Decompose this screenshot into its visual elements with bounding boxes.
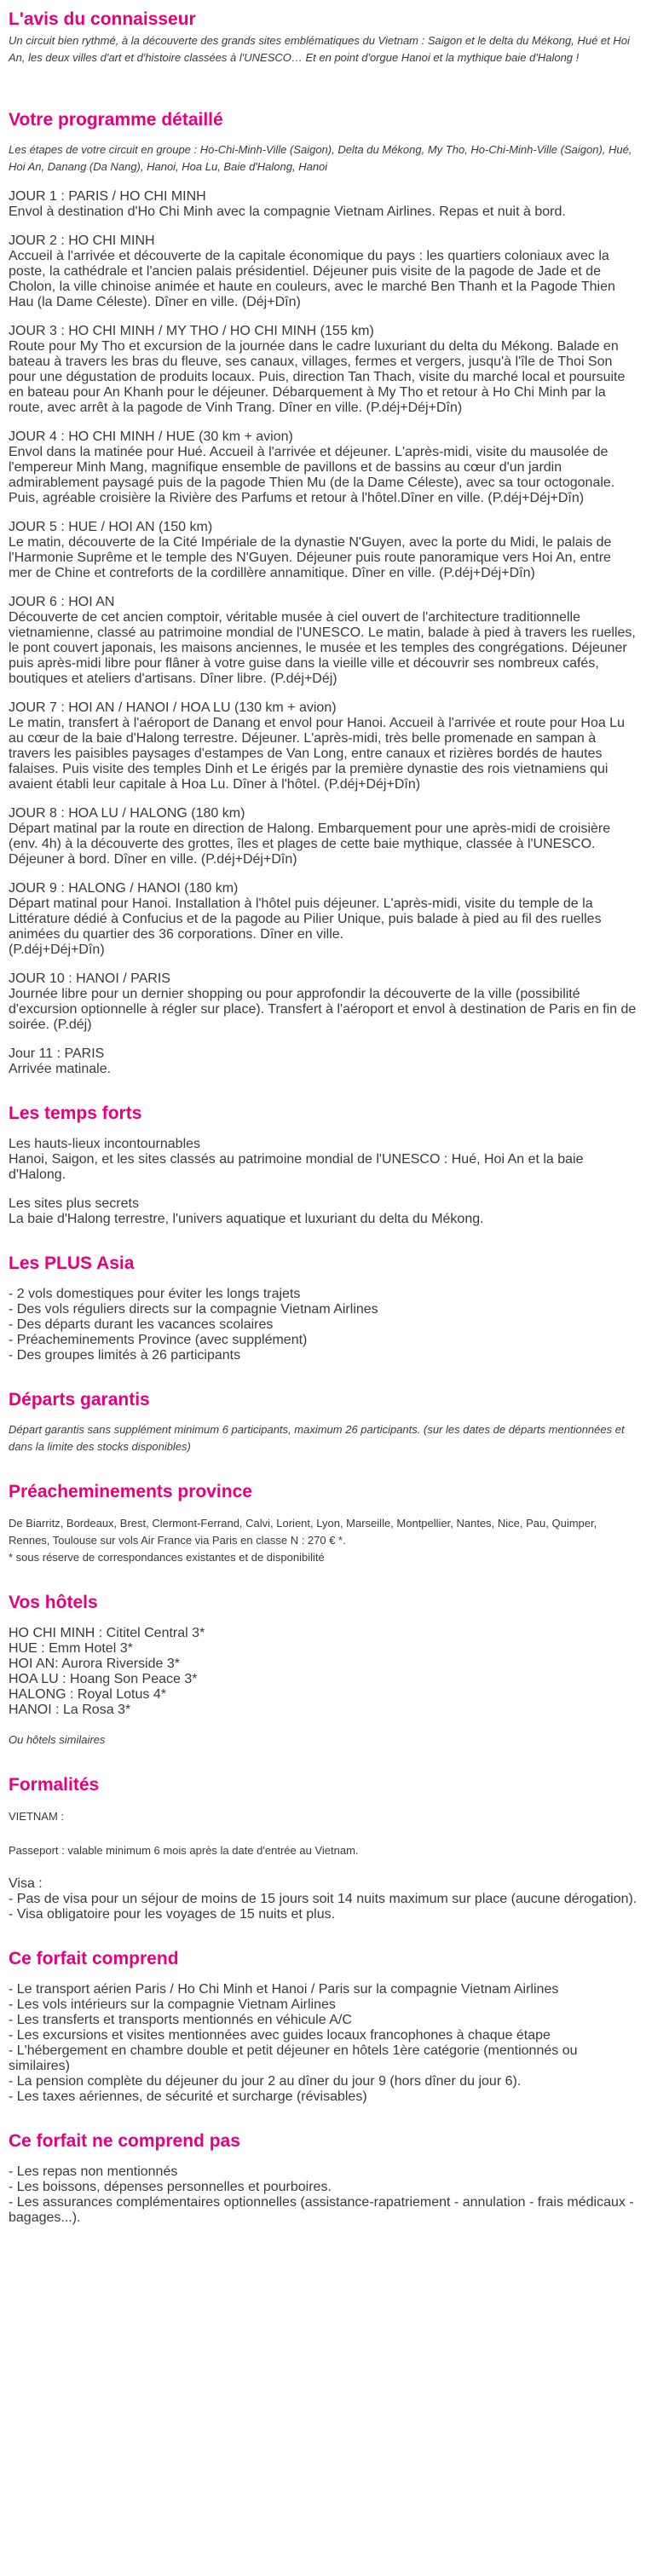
list-item: - L'hébergement en chambre double et petit déjeuner en hôtels 1ère catégorie (mentionnés ou similaires) [9, 2043, 578, 2073]
preach-body [9, 1515, 637, 1566]
noncomprend-list [9, 2164, 637, 2226]
day-3 [9, 324, 637, 416]
day-text: Envol dans la matinée pour Hué. Accueil à l'arrivée et déjeuner. L'après-midi, visite du mausolée de l'empereur Minh Mang, magnifique ensemble de pavillons et de bassins au cœur d'un jardin admirablement paysagé puis de la pagode Thien Mu (de la Dame Céleste), avec sa tour octogonale. Puis, agréable croisière la Rivière des Parfums et retour à l'hôtel.Dîner en ville. (P.déj+Déj+Dîn) [9, 445, 615, 505]
list-item: - Les taxes aériennes, de sécurité et surcharge (révisables) [9, 2089, 367, 2104]
visa-heading: Visa : [9, 1876, 43, 1891]
hotel-item: HANOI : La Rosa 3* [9, 1703, 131, 1717]
plus-list [9, 1287, 637, 1363]
day-9 [9, 881, 637, 958]
preach-title: Préacheminements province [9, 1482, 252, 1501]
temps-group-2 [9, 1196, 637, 1227]
avis-text: Un circuit bien rythmé, à la découverte des grands sites emblématiques du Vietnam : Saigon et le delta du Mékong, Hué et Hoi An, les deux villes d'art et d'histoire classées à l'UNESCO… Et en point d'orgue Hanoi et la mythique baie d'Halong ! [9, 34, 630, 64]
list-item: - Les repas non mentionnés [9, 2164, 178, 2179]
day-text: Le matin, découverte de la Cité Impériale de la dynastie N'Guyen, avec la porte du Midi, le palais de l'Harmonie Suprême et le temple des N'Guyen. Déjeuner puis route panoramique vers Hoi An, entre mer de Chine et contreforts de la cordillère annamitique. Dîner en ville. (P.déj+Déj+Dîn) [9, 535, 612, 580]
day-8 [9, 806, 637, 867]
formalites-visa [9, 1876, 637, 1922]
day-heading: JOUR 1 : PARIS / HO CHI MINH [9, 189, 206, 204]
day-1 [9, 189, 637, 220]
programme-intro: Les étapes de votre circuit en groupe : Ho-Chi-Minh-Ville (Saigon), Delta du Mékong, My Tho, Ho-Chi-Minh-Ville (Saigon), Hué, Hoi An, Danang (Da Nang), Hanoi, Hoa Lu, Baie d'Halong, Hanoi [9, 143, 632, 173]
list-item: - 2 vols domestiques pour éviter les longs trajets [9, 1287, 301, 1301]
preach-text: De Biarritz, Bordeaux, Brest, Clermont-Ferrand, Calvi, Lorient, Lyon, Marseille, Montpellier, Nantes, Nice, Pau, Quimper, Rennes, Toulouse sur vols Air France via Paris en classe N : 270 € *. [9, 1517, 597, 1547]
day-text: Le matin, transfert à l'aéroport de Danang et envol pour Hanoi. Accueil à l'arrivée et route pour Hoa Lu au cœur de la baie d'Halong terrestre. Déjeuner. L'après-midi, très belle promenade en sampan à travers les paisibles paysages d'estampes de Van Long, entre canaux et rizières bordés de hautes falaises. Puis visite des temples Dinh et Le érigés par la première dynastie des rois vietnamiens qui avaient établi leur capitale à Hoa Lu. Dîner à l'hôtel. (P.déj+Déj+Dîn) [9, 716, 625, 792]
day-heading: JOUR 6 : HOI AN [9, 595, 115, 609]
formalites-country: VIETNAM : [9, 1810, 65, 1823]
hotels-list [9, 1626, 637, 1718]
day-text: Départ matinal par la route en direction de Halong. Embarquement pour une après-midi de croisière (env. 4h) à la découverte des grottes, îles et plages de cette baie mythique, classée à l'UNESCO. Déjeuner à bord. Dîner en ville. (P.déj+Déj+Dîn) [9, 821, 611, 867]
temps-section [9, 1103, 637, 1227]
hotel-item: HALONG : Royal Lotus 4* [9, 1687, 166, 1702]
programme-title: Votre programme détaillé [9, 110, 223, 130]
visa-item: - Visa obligatoire pour les voyages de 15 nuits et plus. [9, 1907, 336, 1922]
departs-section [9, 1389, 637, 1455]
list-item: - Les assurances complémentaires optionnelles (assistance-rapatriement - annulation - frais médicaux - bagages...). [9, 2195, 634, 2225]
plus-section [9, 1253, 637, 1363]
day-heading: JOUR 4 : HO CHI MINH / HUE (30 km + avion) [9, 429, 293, 444]
avis-title: L'avis du connaisseur [9, 9, 196, 29]
day-heading: Jour 11 : PARIS [9, 1046, 105, 1061]
day-heading: JOUR 2 : HO CHI MINH [9, 233, 155, 248]
day-heading: JOUR 8 : HOA LU / HALONG (180 km) [9, 806, 245, 821]
list-item: - Des départs durant les vacances scolaires [9, 1317, 274, 1332]
day-4 [9, 429, 637, 506]
hotel-item: HUE : Emm Hotel 3* [9, 1641, 133, 1656]
day-heading: JOUR 5 : HUE / HOI AN (150 km) [9, 520, 213, 534]
day-heading: JOUR 3 : HO CHI MINH / MY THO / HO CHI MINH (155 km) [9, 324, 374, 338]
preach-note: * sous réserve de correspondances existantes et de disponibilité [9, 1551, 325, 1564]
hotels-section [9, 1592, 637, 1749]
hotels-title: Vos hôtels [9, 1593, 98, 1612]
comprend-section [9, 1948, 637, 2105]
list-item: - Le transport aérien Paris / Ho Chi Minh et Hanoi / Paris sur la compagnie Vietnam Airlines [9, 1982, 559, 1997]
departs-title: Départs garantis [9, 1390, 150, 1409]
day-meals: (P.déj+Déj+Dîn) [9, 942, 105, 957]
day-heading: JOUR 9 : HALONG / HANOI (180 km) [9, 881, 239, 896]
day-heading: JOUR 10 : HANOI / PARIS [9, 971, 170, 986]
preach-section [9, 1481, 637, 1566]
day-text: Départ matinal pour Hanoi. Installation à l'hôtel puis déjeuner. L'après-midi, visite du temple de la Littérature dédié à Confucius et de la pagode au Pilier Unique, puis balade à pied au fil des ruelles animées du quartier des 36 corporations. Dîner en ville. [9, 896, 602, 942]
list-item: - Des vols réguliers directs sur la compagnie Vietnam Airlines [9, 1302, 378, 1317]
list-item: - La pension complète du déjeuner du jour 2 au dîner du jour 9 (hors dîner du jour 6). [9, 2074, 522, 2089]
day-text: Journée libre pour un dernier shopping ou pour approfondir la découverte de la ville (possibilité d'excursion optionnelle à régler sur place). Transfert à l'aéroport et envol à destination de Paris en fin de soirée. (P.déj) [9, 987, 637, 1032]
day-text: Envol à destination d'Ho Chi Minh avec la compagnie Vietnam Airlines. Repas et nuit à bord. [9, 205, 566, 219]
formalites-title: Formalités [9, 1775, 100, 1795]
temps-text: Hanoi, Saigon, et les sites classés au patrimoine mondial de l'UNESCO : Hué, Hoi An et la baie d'Halong. [9, 1152, 584, 1182]
temps-group-1 [9, 1137, 637, 1183]
temps-heading: Les hauts-lieux incontournables [9, 1137, 201, 1151]
hotels-footer: Ou hôtels similaires [9, 1733, 106, 1746]
formalites-passport: Passeport : valable minimum 6 mois après la date d'entrée au Vietnam. [9, 1844, 359, 1857]
list-item: - Préacheminements Province (avec supplément) [9, 1333, 308, 1347]
visa-item: - Pas de visa pour un séjour de moins de 15 jours soit 14 nuits maximum sur place (aucune dérogation). [9, 1892, 637, 1906]
day-6 [9, 595, 637, 687]
day-text: Arrivée matinale. [9, 1062, 112, 1076]
day-11 [9, 1046, 637, 1077]
hotel-item: HOA LU : Hoang Son Peace 3* [9, 1672, 198, 1686]
departs-text: Départ garantis sans supplément minimum 6 participants, maximum 26 participants. (sur les dates de départs mentionnées et dans la limite des stocks disponibles) [9, 1423, 625, 1453]
list-item: - Les vols intérieurs sur la compagnie Vietnam Airlines [9, 1997, 336, 2012]
list-item: - Les boissons, dépenses personnelles et pourboires. [9, 2180, 332, 2194]
day-10 [9, 971, 637, 1033]
day-2 [9, 233, 637, 310]
day-5 [9, 520, 637, 581]
plus-title: Les PLUS Asia [9, 1253, 135, 1273]
temps-text: La baie d'Halong terrestre, l'univers aquatique et luxuriant du delta du Mékong. [9, 1212, 484, 1226]
list-item: - Des groupes limités à 26 participants [9, 1348, 241, 1363]
temps-heading: Les sites plus secrets [9, 1196, 139, 1211]
programme-section [9, 109, 637, 1077]
hotel-item: HO CHI MINH : Cititel Central 3* [9, 1626, 205, 1640]
hotel-item: HOI AN: Aurora Riverside 3* [9, 1657, 180, 1671]
comprend-list [9, 1982, 637, 2105]
day-text: Découverte de cet ancien comptoir, véritable musée à ciel ouvert de l'architecture traditionnelle vietnamienne, classé au patrimoine mondial de l'UNESCO. Le matin, balade à pied à travers les ruelles, le pont couvert japonais, les maisons anciennes, le musée et les temples des congrégations. Déjeuner puis après-midi libre pour flâner à votre guise dans la vieille ville et découvrir ses nombreux cafés, boutiques et ateliers d'artisans. Dîner libre. (P.déj+Déj) [9, 610, 636, 686]
temps-title: Les temps forts [9, 1104, 142, 1123]
formalites-section [9, 1774, 637, 1922]
list-item: - Les transferts et transports mentionnés en véhicule A/C [9, 2013, 352, 2027]
comprend-title: Ce forfait comprend [9, 1949, 179, 1968]
day-text: Route pour My Tho et excursion de la journée dans le cadre luxuriant du delta du Mékong. Balade en bateau à travers les bras du fleuve, ses canaux, villages, fermes et vergers, jusqu'à l'île de Thoi Son pour une dégustation de produits locaux. Puis, direction Tan Thach, visite du marché local et poursuite en bateau pour An Khanh pour le déjeuner. Débarquement à My Tho et retour à Ho Chi Minh par la route, avec arrêt à la pagode de Vinh Trang. Dîner en ville. (P.déj+Déj+Dîn) [9, 339, 626, 415]
avis-section [9, 0, 637, 66]
day-text: Accueil à l'arrivée et découverte de la capitale économique du pays : les quartiers coloniaux avec la poste, la cathédrale et l'ancien palais présidentiel. Déjeuner puis visite de la pagode de Jade et de Cholon, la ville chinoise animée et haute en couleurs, avec le marché Ben Thanh et la Pagode Thien Hau (la Dame Céleste). Dîner en ville. (Déj+Dîn) [9, 249, 615, 309]
day-7 [9, 700, 637, 792]
noncomprend-section [9, 2130, 637, 2226]
day-heading: JOUR 7 : HOI AN / HANOI / HOA LU (130 km + avion) [9, 700, 337, 715]
list-item: - Les excursions et visites mentionnées avec guides locaux francophones à chaque étape [9, 2028, 551, 2043]
noncomprend-title: Ce forfait ne comprend pas [9, 2131, 240, 2151]
